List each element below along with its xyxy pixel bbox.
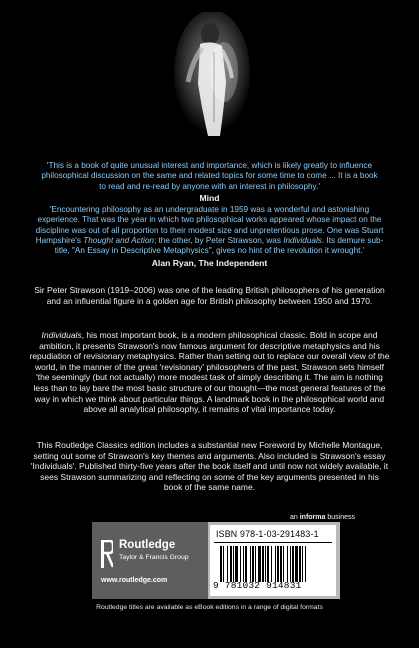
routledge-logo-icon <box>101 540 113 568</box>
quote-text-part: ; the other, by Peter Strawson, was <box>153 235 284 245</box>
informa-prefix: an <box>290 514 300 521</box>
quote-text-part: 'Encountering philosophy as an undergraduate in 1959 was a wonderful and astonishing experience. That was the year in which two philosophical works appeared whose impact on the discipline was out of all proportion to their modest size and unpretentious prose. One was Stuart Hampshire's <box>35 205 384 245</box>
description-text: , his most important book, is a modern philosophical classic. Bold in scope and ambition, it presents Strawson's now famous argument for descriptive metaphysics and his repudiation of revisionary metaphysics. Rather than setting out to replace our overall view of the world, in the manner of the great 'revisionary' philosophers of the past, Strawson sets himself 'the seemingly (but not actually) more modest task of simply describing it. The aim is nothing less than to lay bare the most basic structure of our thought—the most general features of the way in which we think about particular things. A landmark book in the philosophical world and above all analytical philosophy, it remains of vital importance today. <box>29 330 390 415</box>
cover-photo-figure <box>162 12 262 144</box>
quote-attribution: Mind <box>199 192 220 203</box>
book-description-paragraph <box>28 330 391 415</box>
publisher-name: Routledge <box>119 539 176 551</box>
quote-book-title: Individuals <box>283 235 322 245</box>
isbn-divider <box>214 542 332 543</box>
routledge-logo-panel <box>92 522 208 599</box>
publisher-subtitle: Taylor & Francis Group <box>119 554 189 561</box>
author-bio-paragraph: Sir Peter Strawson (1919–2006) was one of the leading British philosophers of his generation and an influential figure in a golden age for British philosophy between 1950 and 1970. <box>34 285 385 306</box>
isbn-label: ISBN 978-1-03-291483-1 <box>216 529 319 539</box>
informa-business-label <box>290 514 355 521</box>
review-quote-mind <box>38 161 381 203</box>
ebook-availability-note: Routledge titles are available as eBook editions in a range of digital formats <box>96 604 323 611</box>
edition-note-paragraph: This Routledge Classics edition includes a substantial new Foreword by Michelle Montague, setting out some of Strawson's key themes and arguments. Also included is Strawson's essay 'Individuals'. Published thirty-five years after the book itself and until now not widely available, it sees Strawson summarizing and reflecting on some of the key arguments presented in his book of the same name. <box>30 440 389 493</box>
barcode-digits: 9 781032 914831 <box>213 580 302 591</box>
quote-attribution: Alan Ryan, The Independent <box>151 258 268 269</box>
book-title: Individuals <box>41 330 82 340</box>
quote-book-title: Thought and Action <box>83 235 154 245</box>
quote-text-part: . Its demure sub-title, "An Essay in Descriptive Metaphysics", gives no hint of the revolution it wrought.' <box>54 235 384 256</box>
publisher-barcode-panel <box>92 522 340 599</box>
isbn-barcode-box <box>210 525 336 596</box>
review-quote-independent <box>34 205 385 269</box>
quote-text: 'This is a book of quite unusual interest and importance, which is likely greatly to influence philosophical discussion on the same and related topics for some time to come ... It is a book to read and re-read by anyone with an interest in philosophy.' <box>41 161 378 191</box>
publisher-url: www.routledge.com <box>101 577 168 584</box>
barcode-icon <box>220 546 332 582</box>
informa-suffix: business <box>325 514 355 521</box>
informa-brand: informa <box>299 514 326 521</box>
